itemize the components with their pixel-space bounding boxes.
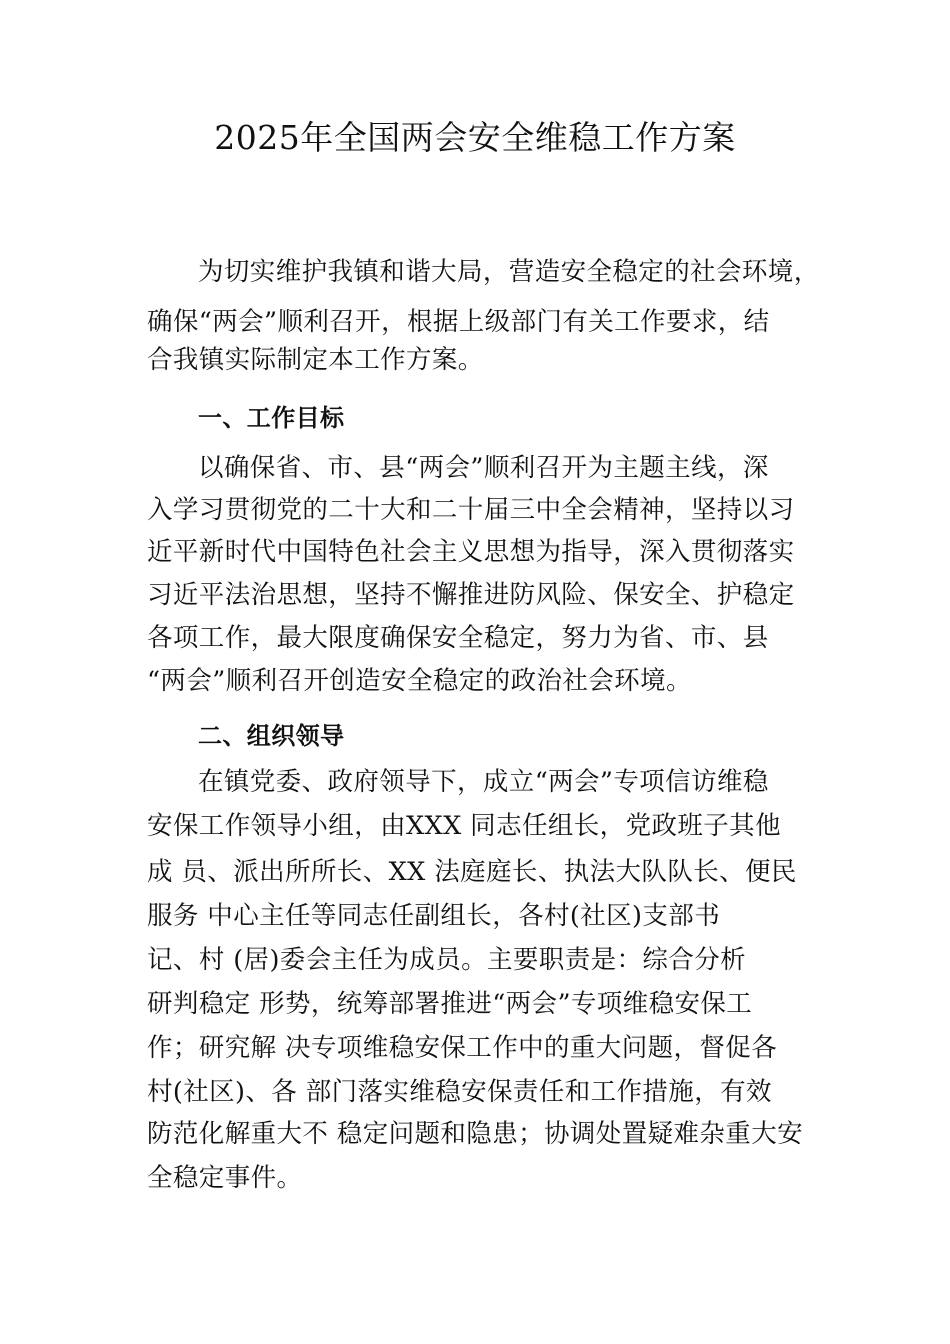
paragraph-line: 在镇党委、政府领导下，成立“两会”专项信访维稳: [198, 767, 769, 797]
paragraph-line: 村(社区)、各 部门落实维稳安保责任和工作措施，有效: [147, 1077, 772, 1107]
paragraph-line: 防范化解重大不 稳定问题和隐患；协调处置疑难杂重大安: [147, 1119, 804, 1149]
intro-line: 确保“两会”顺利召开，根据上级部门有关工作要求，结: [147, 307, 770, 337]
intro-line: 为切实维护我镇和谐大局，营造安全稳定的社会环境，: [198, 257, 820, 287]
paragraph-line: 各项工作，最大限度确保安全稳定，努力为省、市、县: [147, 623, 769, 653]
paragraph-line: 近平新时代中国特色社会主义思想为指导，深入贯彻落实: [147, 537, 795, 567]
paragraph-line: 作；研究解 决专项维稳安保工作中的重大问题，督促各: [147, 1033, 778, 1063]
paragraph-line: “两会”顺利召开创造安全稳定的政治社会环境。: [147, 666, 692, 696]
paragraph-line: 全稳定事件。: [147, 1163, 303, 1193]
paragraph-line: 记、村 (居)委会主任为成员。主要职责是：综合分析: [147, 945, 747, 975]
paragraph-line: 以确保省、市、县“两会”顺利召开为主题主线，深: [198, 453, 769, 483]
paragraph-line: 入学习贯彻党的二十大和二十届三中全会精神，坚持以习: [147, 495, 795, 525]
section-heading: 一、工作目标: [198, 404, 345, 432]
paragraph-line: 安保工作领导小组，由XXX 同志任组长，党政班子其他: [147, 811, 781, 841]
paragraph-line: 研判稳定 形势，统筹部署推进“两会”专项维稳安保工: [147, 989, 753, 1019]
document-title: 2025年全国两会安全维稳工作方案: [214, 118, 736, 157]
section-heading: 二、组织领导: [198, 722, 345, 750]
paragraph-line: 服务 中心主任等同志任副组长，各村(社区)支部书: [147, 901, 721, 931]
paragraph-line: 习近平法治思想，坚持不懈推进防风险、保安全、护稳定: [147, 580, 795, 610]
intro-line: 合我镇实际制定本工作方案。: [147, 345, 484, 375]
paragraph-line: 成 员、派出所所长、XX 法庭庭长、执法大队队长、便民: [147, 857, 797, 887]
